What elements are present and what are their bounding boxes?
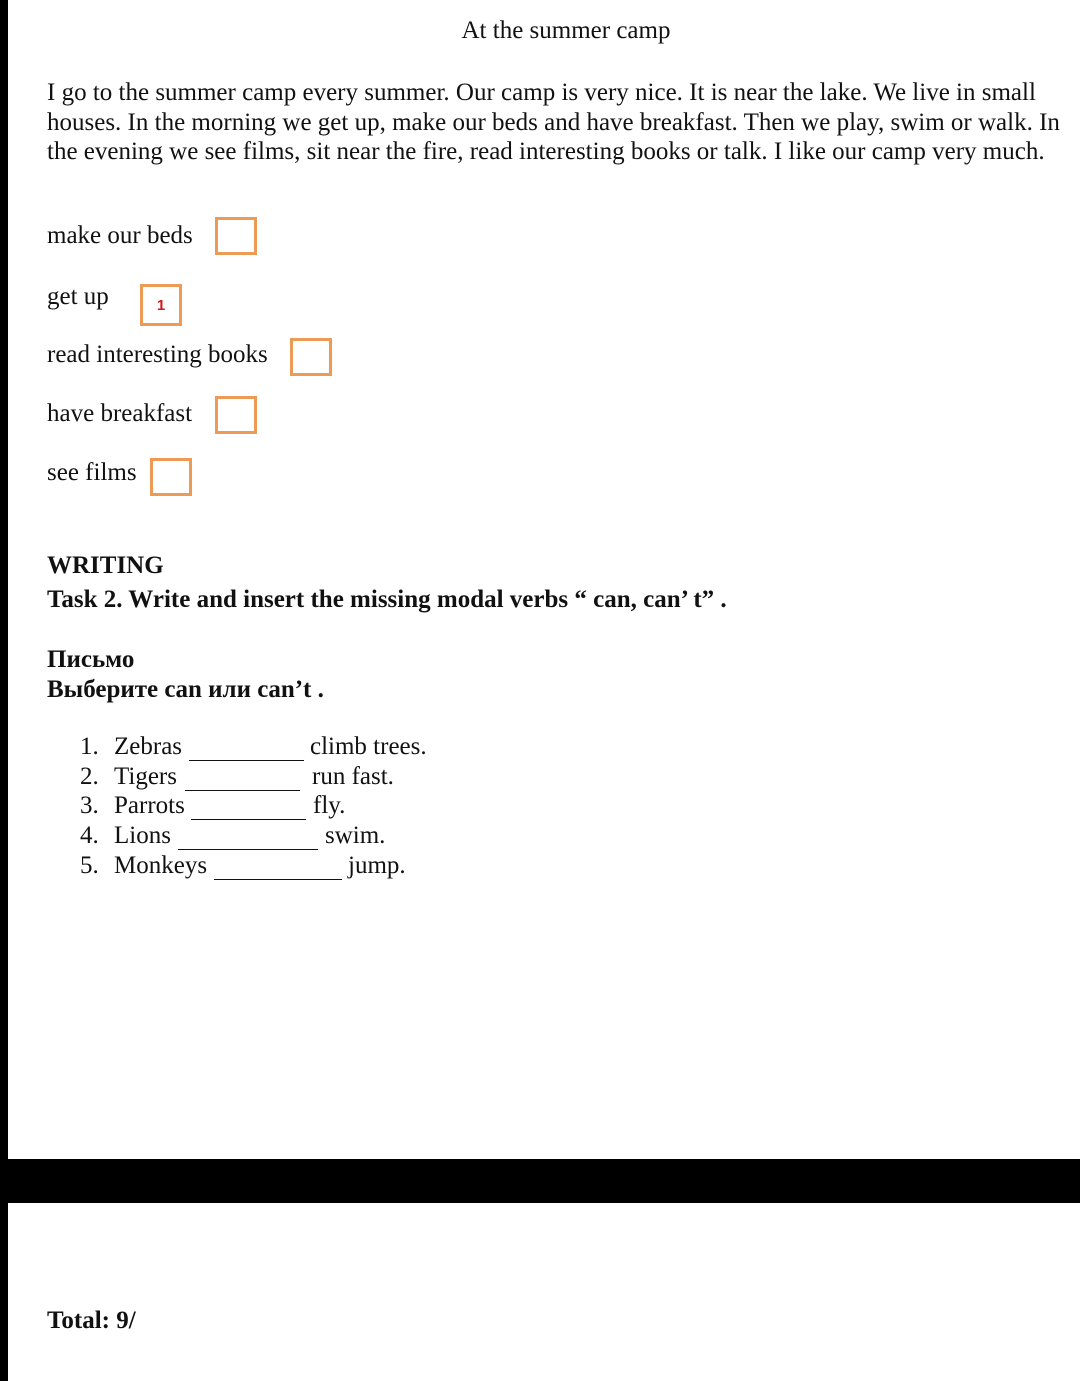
sentence-rest: fly.	[313, 792, 346, 819]
sentence-number: 1.	[80, 733, 99, 760]
answer-blank[interactable]	[189, 760, 304, 761]
sentence-subject: Monkeys	[114, 852, 208, 879]
sentence-number: 5.	[80, 852, 99, 879]
sentence-item	[80, 792, 185, 820]
answer-blank[interactable]	[178, 849, 318, 850]
total-score: Total: 9/	[47, 1307, 136, 1334]
writing-heading: WRITING	[47, 552, 164, 579]
answer-box[interactable]	[290, 338, 332, 376]
answer-blank[interactable]	[191, 819, 306, 820]
sentence-number: 3.	[80, 792, 99, 819]
ru-task: Выберите can или can’t .	[47, 676, 324, 703]
sentence-item	[80, 733, 182, 761]
writing-task: Task 2. Write and insert the missing modal verbs “ can, can’ t” .	[47, 586, 727, 613]
sentence-subject: Zebras	[114, 733, 183, 760]
answer-box[interactable]: 1	[140, 284, 182, 326]
ru-heading: Письмо	[47, 646, 135, 673]
ordering-item-label: read interesting books	[47, 341, 268, 368]
ordering-item-label: get up	[47, 283, 109, 310]
sentence-rest: run fast.	[312, 763, 394, 790]
black-separator-band	[0, 1159, 1080, 1203]
sentence-item	[80, 852, 207, 880]
answer-blank[interactable]	[185, 790, 300, 791]
sentence-subject: Parrots	[114, 792, 185, 819]
answer-box[interactable]	[215, 217, 257, 255]
sentence-rest: climb trees.	[310, 733, 427, 760]
ordering-item-label: have breakfast	[47, 400, 193, 427]
ordering-item-label: make our beds	[47, 222, 193, 249]
answer-blank[interactable]	[214, 879, 342, 880]
ordering-item-label: see films	[47, 459, 137, 486]
sentence-rest: jump.	[348, 852, 406, 879]
sentence-item	[80, 763, 177, 791]
sentence-subject: Tigers	[114, 763, 177, 790]
answer-box[interactable]	[150, 458, 192, 496]
sentence-subject: Lions	[114, 822, 171, 849]
reading-passage: I go to the summer camp every summer. Our camp is very nice. It is near the lake. We live in small houses. In the morning we get up, make our beds and have breakfast. Then we play, swim or walk. In the evening we see films, sit near the fire, read interesting books or talk. I like our camp very much.	[47, 79, 1060, 166]
page-title: At the summer camp	[461, 17, 671, 44]
answer-box[interactable]	[215, 396, 257, 434]
sentence-item	[80, 822, 171, 850]
sentence-number: 4.	[80, 822, 99, 849]
sentence-rest: swim.	[325, 822, 386, 849]
sentence-number: 2.	[80, 763, 99, 790]
